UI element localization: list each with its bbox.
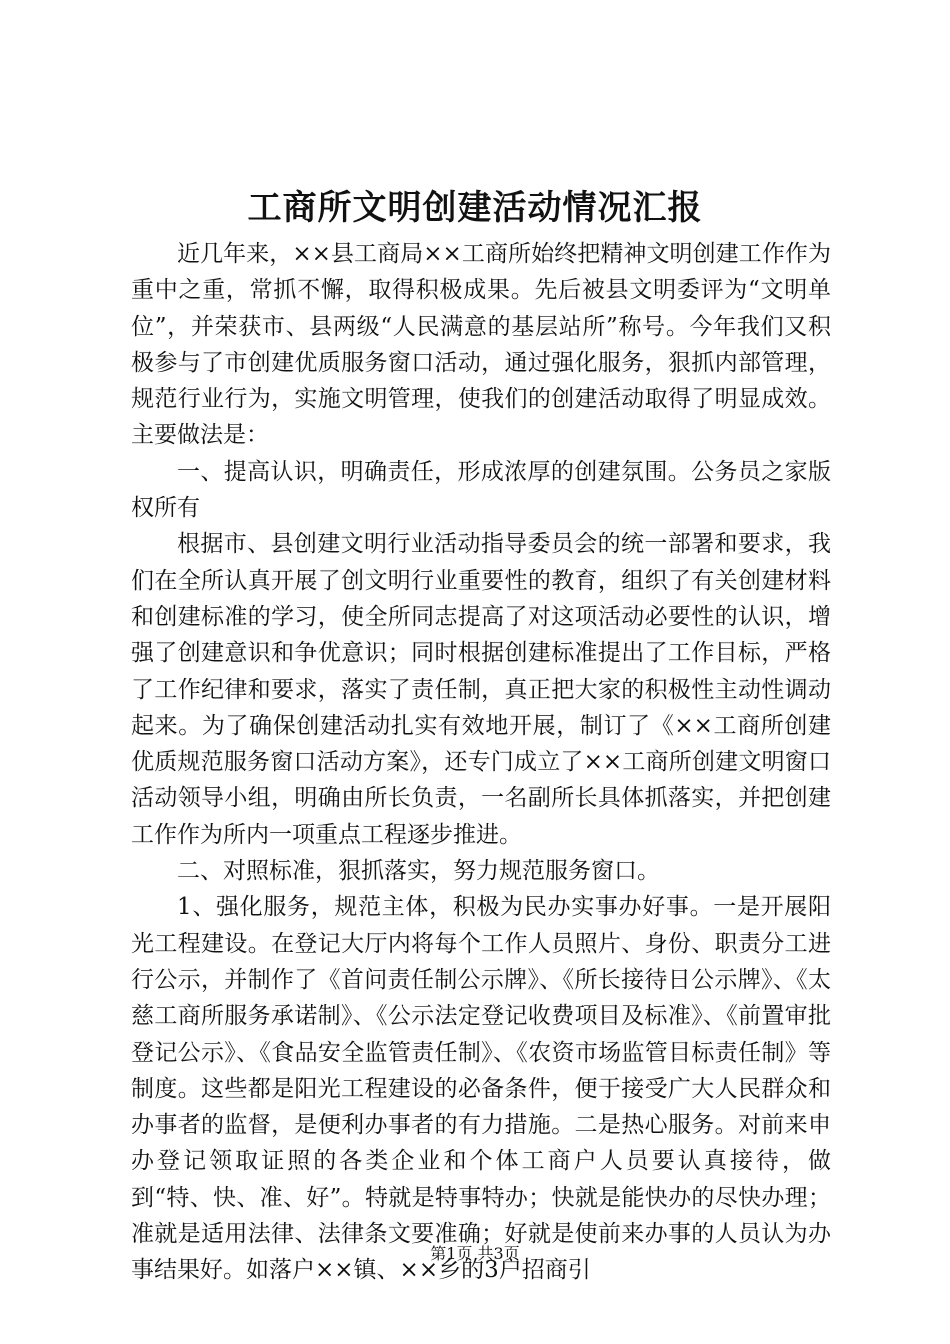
paragraph-section-one-body: 根据市、县创建文明行业活动指导委员会的统一部署和要求，我们在全所认真开展了创文明行业重要性的教育，组织了有关创建材料和创建标准的学习，使全所同志提高了对这项活动必要性的认识，增强了创建意识和争优意识；同时根据创建标准提出了工作目标，严格了工作纪律和要求，落实了责任制，真正把大家的积极性主动性调动起来。为了确保创建活动扎实有效地开展，制订了《××工商所创建优质规范服务窗口活动方案》，还专门成立了××工商所创建文明窗口活动领导小组，明确由所长负责，一名副所长具体抓落实，并把创建工作作为所内一项重点工程逐步推进。 [131, 531, 831, 848]
paragraph-section-one-heading: 一、提高认识，明确责任，形成浓厚的创建氛围。公务员之家版权所有 [131, 458, 831, 522]
paragraph-intro: 近几年来，××县工商局××工商所始终把精神文明创建工作作为重中之重，常抓不懈，取得积极成果。先后被县文明委评为“文明单位”，并荣获市、县两级“人民满意的基层站所”称号。今年我们又积极参与了市创建优质服务窗口活动，通过强化服务，狠抓内部管理，规范行业行为，实施文明管理，使我们的创建活动取得了明显成效。主要做法是： [131, 241, 831, 449]
paragraph-section-two-heading: 二、对照标准，狠抓落实，努力规范服务窗口。 [177, 858, 660, 885]
document-body [131, 236, 831, 1289]
page-number-footer: 第1页 共3页 [430, 1244, 520, 1263]
document-title: 工商所文明创建活动情况汇报 [247, 188, 703, 228]
paragraph-section-two-item-one: 1、强化服务，规范主体，积极为民办实事办好事。一是开展阳光工程建设。在登记大厅内将每个工作人员照片、身份、职责分工进行公示，并制作了《首问责任制公示牌》、《所长接待日公示牌》、《太慈工商所服务承诺制》、《公示法定登记收费项目及标准》、《前置审批登记公示》、《食品安全监管责任制》、《农资市场监管目标责任制》等制度。这些都是阳光工程建设的必备条件，便于接受广大人民群众和办事者的监督，是便利办事者的有力措施。二是热心服务。对前来申办登记领取证照的各类企业和个体工商户人员要认真接待，做到“特、快、准、好”。特就是特事特办；快就是能快办的尽快办理；准就是适用法律、法律条文要准确；好就是使前来办事的人员认为办事结果好。如落户××镇、××乡的3户招商引 [131, 894, 831, 1284]
